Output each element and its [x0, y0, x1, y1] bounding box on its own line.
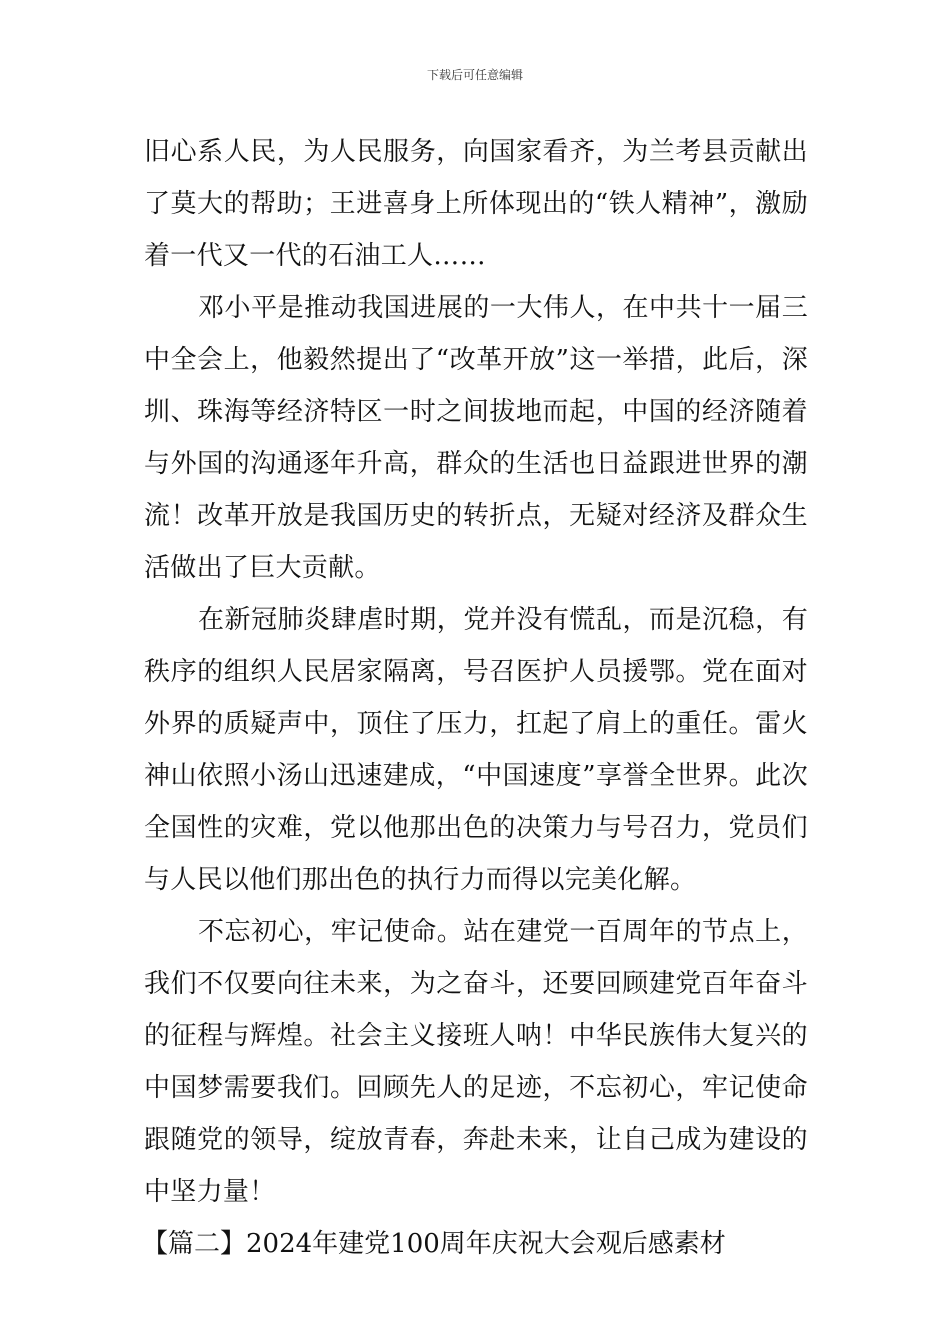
paragraph-covid: 在新冠肺炎肆虐时期，党并没有慌乱，而是沉稳，有秩序的组织人民居家隔离，号召医护人员援鄂。党在面对外界的质疑声中，顶住了压力，扛起了肩上的重任。雷火神山依照小汤山迅速建成，“中国速度”享誉全世界。此次全国性的灾难，党以他那出色的决策力与号召力，党员们与人民以他们那出色的执行力而得以完美化解。: [144, 605, 808, 895]
section-heading: 【篇二】2024年建党100周年庆祝大会观后感素材: [142, 1229, 726, 1259]
header-note: 下载后可任意编辑: [426, 68, 523, 82]
paragraph-continuation: 旧心系人民，为人民服务，向国家看齐，为兰考县贡献出了莫大的帮助；王进喜身上所体现出的“铁人精神”，激励着一代又一代的石油工人……: [144, 137, 808, 271]
paragraph-deng-xiaoping: 邓小平是推动我国进展的一大伟人，在中共十一届三中全会上，他毅然提出了“改革开放”这一举措，此后，深圳、珠海等经济特区一时之间拔地而起，中国的经济随着与外国的沟通逐年升高，群众的生活也日益跟进世界的潮流！改革开放是我国历史的转折点，无疑对经济及群众生活做出了巨大贡献。: [144, 293, 808, 583]
document-body: [144, 126, 808, 1270]
paragraph-original-aspiration: 不忘初心，牢记使命。站在建党一百周年的节点上，我们不仅要向往未来，为之奋斗，还要回顾建党百年奋斗的征程与辉煌。社会主义接班人呐！中华民族伟大复兴的中国梦需要我们。回顾先人的足迹，不忘初心，牢记使命跟随党的领导，绽放青春，奔赴未来，让自己成为建设的中坚力量！: [144, 917, 808, 1207]
